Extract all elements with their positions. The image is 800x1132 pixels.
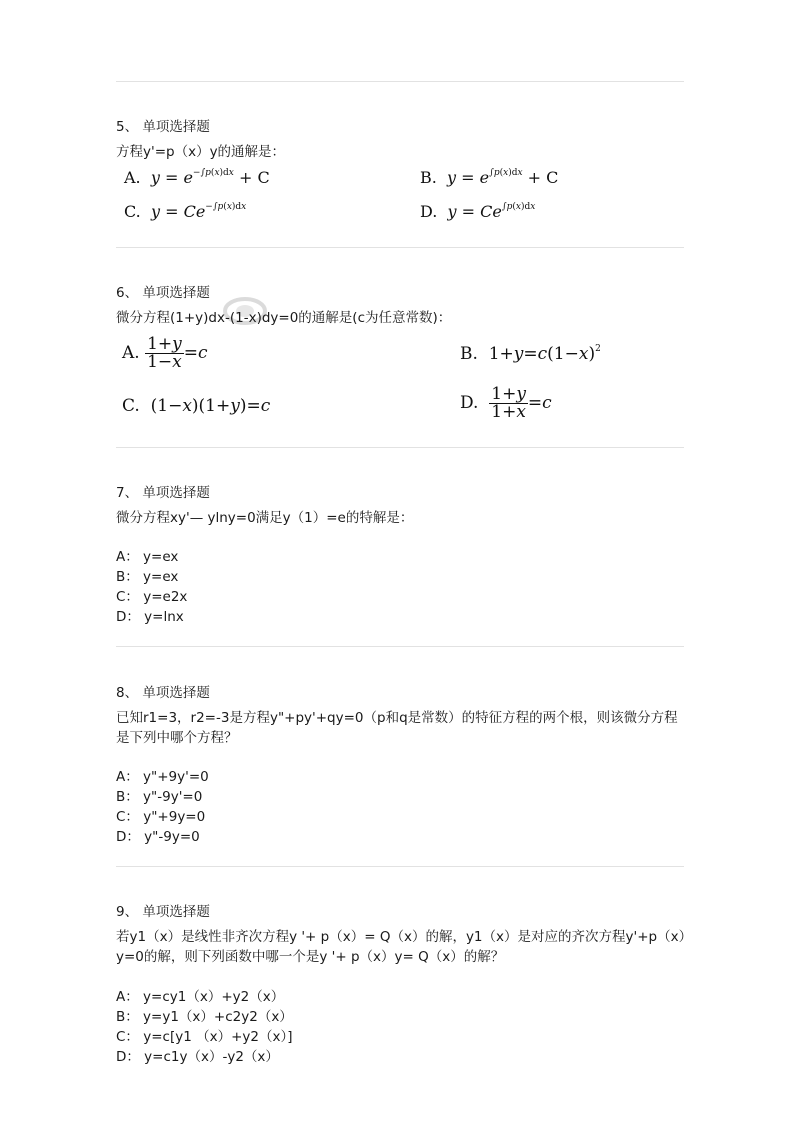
q6-option-a-label: A.	[122, 343, 140, 363]
divider	[116, 866, 684, 867]
q5-option-c-label: C.	[124, 202, 141, 221]
q9-option-a[interactable]: A： y=cy1（x）+y2（x）	[116, 989, 285, 1005]
q5-option-a[interactable]	[124, 168, 270, 187]
q5-stem: 方程y'=p（x）y的通解是：	[116, 144, 286, 160]
q8-number: 8、 单项选择题	[116, 685, 210, 701]
q5-option-c-formula: $y = Ce^{-\int p(x)dx}$	[150, 202, 247, 221]
q6-option-a[interactable]	[122, 336, 208, 371]
q7-stem: 微分方程xy'— ylny=0满足y（1）=e的特解是：	[116, 510, 414, 526]
q5-option-d-label: D.	[420, 202, 438, 221]
q6-option-a-formula: $\frac{1+y}{1-x}$ =c	[147, 334, 208, 372]
q8-option-c[interactable]: C： y"+9y=0	[116, 809, 206, 825]
q9-option-c[interactable]: C： y=c[y1 （x）+y2（x）]	[116, 1029, 293, 1045]
q9-option-b[interactable]: B： y=y1（x）+c2y2（x）	[116, 1009, 293, 1025]
q8-option-d[interactable]: D： y"-9y=0	[116, 829, 200, 845]
q6-option-c-formula: (1−x)(1+y)=c	[145, 396, 271, 416]
q6-option-c[interactable]	[122, 396, 270, 416]
q7-option-c[interactable]: C： y=e2x	[116, 589, 188, 605]
q5-option-d[interactable]	[420, 202, 535, 221]
q7-option-d[interactable]: D： y=lnx	[116, 609, 184, 625]
q9-number: 9、 单项选择题	[116, 904, 210, 920]
q6-option-b-formula: $1+y=c(1-x)^2$	[483, 344, 601, 364]
q5-option-d-formula: $y = Ce^{\int p(x)dx}$	[447, 202, 536, 221]
q5-option-b-formula: $y = e^{\int p(x)dx} + C$	[447, 168, 559, 187]
q5-option-a-formula: $y = e^{-\int p(x)dx} + C$	[150, 168, 270, 187]
q6-number: 6、 单项选择题	[116, 285, 210, 301]
q5-number: 5、 单项选择题	[116, 119, 210, 135]
q6-option-b[interactable]	[460, 344, 601, 364]
q6-option-d-formula: $\frac{1+y}{1+x}$ =c	[491, 384, 552, 422]
q8-option-a[interactable]: A： y"+9y'=0	[116, 769, 209, 785]
q7-number: 7、 单项选择题	[116, 485, 210, 501]
divider	[116, 247, 684, 248]
divider	[116, 646, 684, 647]
q5-option-c[interactable]	[124, 202, 246, 221]
q5-option-b[interactable]	[420, 168, 558, 187]
q9-option-d[interactable]: D： y=c1y（x）-y2（x）	[116, 1049, 279, 1065]
q8-option-b[interactable]: B： y"-9y'=0	[116, 789, 203, 805]
q5-option-a-label: A.	[124, 168, 141, 187]
q6-stem: 微分方程(1+y)dx-(1-x)dy=0的通解是(c为任意常数)：	[116, 310, 452, 326]
q6-option-b-label: B.	[460, 344, 478, 364]
q8-stem: 已知r1=3，r2=-3是方程y"+py'+qy=0（p和q是常数）的特征方程的两个根，则该微分方程是下列中哪个方程？	[116, 710, 678, 746]
q9-stem: 若y1（x）是线性非齐次方程y '+ p（x）= Q（x）的解，y1（x）是对应的齐次方程y'+p（x）y=0的解，则下列函数中哪一个是y '+ p（x）y= Q（x）的解？	[116, 929, 686, 965]
q6-option-d-label: D.	[460, 393, 479, 413]
divider	[116, 447, 684, 448]
q6-option-d[interactable]	[460, 386, 552, 421]
divider	[116, 81, 684, 82]
q7-option-b[interactable]: B： y=ex	[116, 569, 179, 585]
q6-option-c-label: C.	[122, 396, 140, 416]
q5-option-b-label: B.	[420, 168, 437, 187]
q7-option-a[interactable]: A： y=ex	[116, 549, 179, 565]
